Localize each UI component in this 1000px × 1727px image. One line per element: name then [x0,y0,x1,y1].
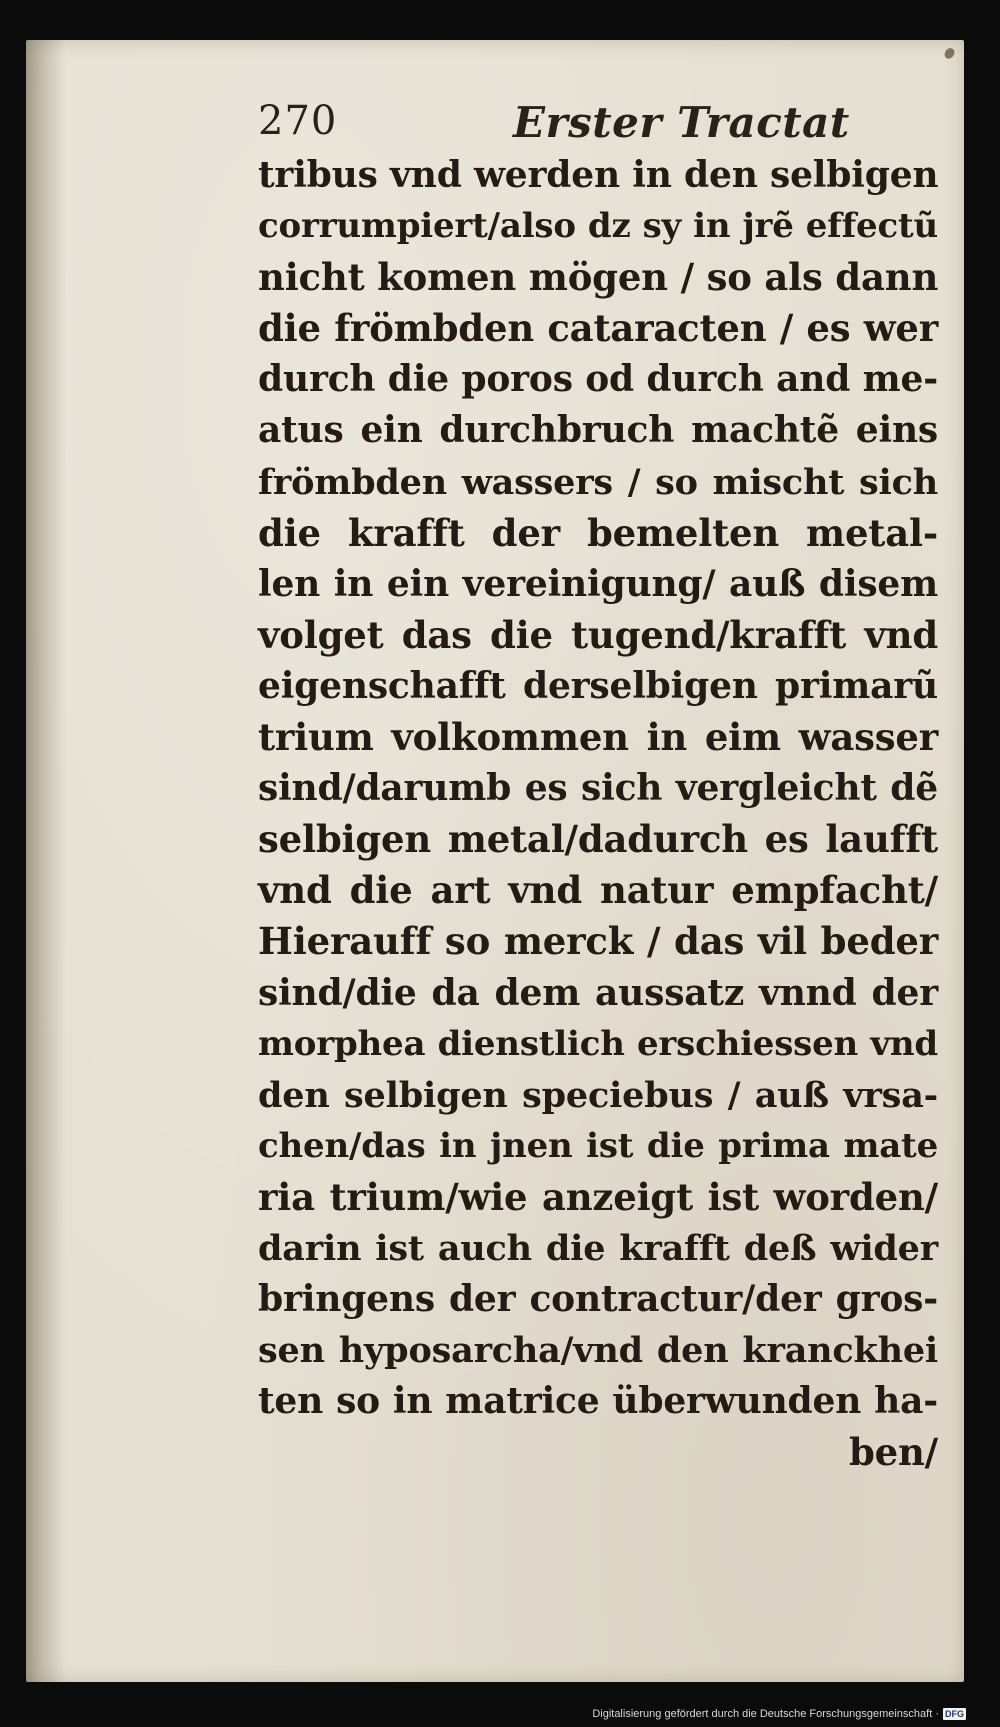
page-number: 270 [258,98,338,144]
text-line: corrumpiert/also dz sy in jrẽ effectũ [258,206,938,247]
body-text [258,150,938,1478]
text-line: atus ein durchbruch machtẽ eins [258,409,938,452]
text-line: selbigen metal/dadurch es laufft [258,817,938,862]
text-line: vnd die art vnd natur empfacht/ [258,868,938,913]
text-line: ten so in matrice überwunden ha- [258,1380,938,1423]
text-line: tribus vnd werden in den selbigen [258,154,939,196]
text-line: durch die poros od durch and me- [258,358,938,401]
text-line: die frömbden cataracten / es wer [258,306,938,351]
text-line: den selbigen speciebus / auß vrsa- [258,1074,938,1116]
text-line-catchword: ben/ [848,1430,938,1475]
text-line: chen/das in jnen ist die prima mate [258,1125,938,1166]
text-line: morphea dienstlich erschiessen vnd [258,1023,938,1064]
text-line: trium volkommen in eim wasser [258,715,938,760]
text-line: sind/die da dem aussatz vnnd der [258,971,938,1014]
text-line: Hierauff so merck / das vil beder [258,919,938,964]
text-line: ria trium/wie anzeigt ist worden/ [258,1174,938,1219]
text-line: sind/darumb es sich vergleicht dẽ [258,767,938,810]
text-line: die krafft der bemelten metal- [258,510,938,555]
credit-text: Digitalisierung gefördert durch die Deutsche Forschungsgemeinschaft · [592,1708,939,1720]
text-line: darin ist auch die krafft deß wider [258,1227,938,1269]
text-line: frömbden wassers / so mischt sich [258,461,938,503]
dfg-logo: DFG [945,1709,964,1719]
running-head [258,98,898,154]
digitization-credit [592,1707,966,1721]
text-line: nicht komen mögen / so als dann [258,255,939,300]
text-line: bringens der contractur/der gros- [258,1278,938,1321]
running-head-title: Erster Tractat [513,98,850,147]
text-line: sen hyposarcha/vnd den kranckhei [258,1330,938,1372]
text-line: len in ein vereinigung/ auß disem [258,562,938,605]
text-line: eigenschafft derselbigen primarũ [258,664,938,707]
text-line: volget das die tugend/krafft vnd [258,612,938,657]
